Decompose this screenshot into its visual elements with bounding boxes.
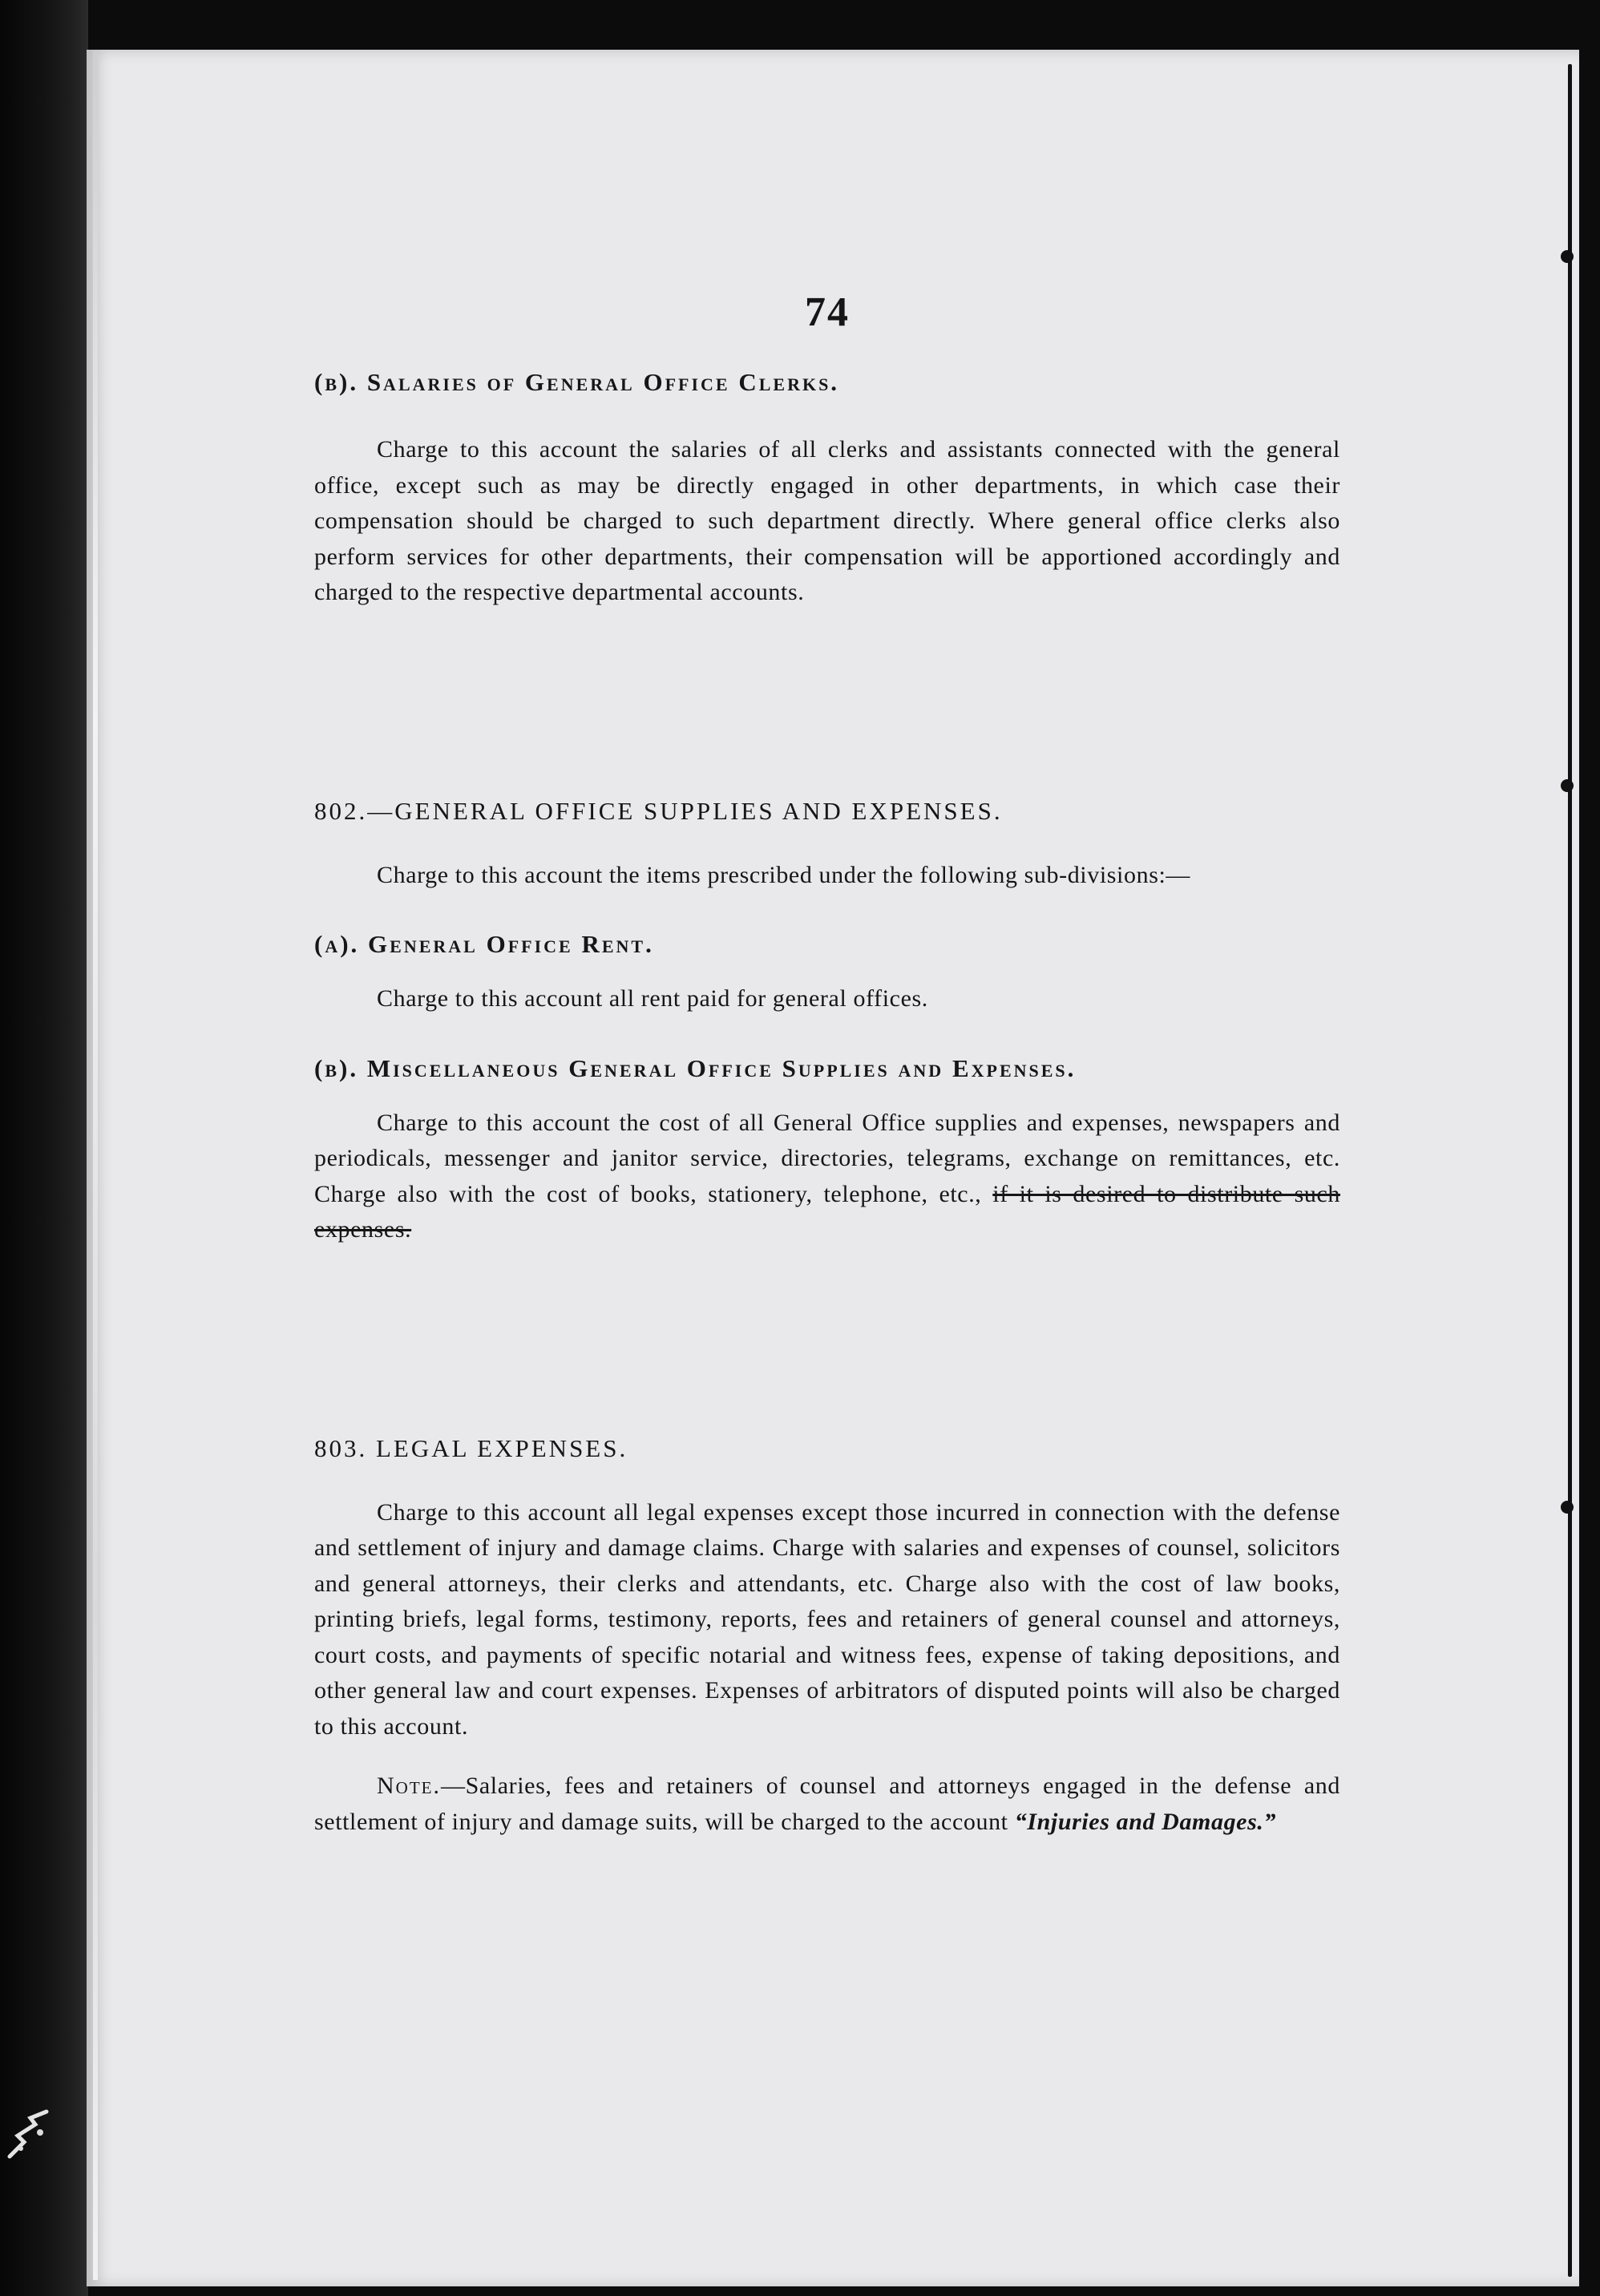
ink-smudge-mark	[0, 2100, 72, 2173]
paragraph-office-rent: Charge to this account all rent paid for general offices.	[377, 985, 928, 1012]
paragraph-802-intro: Charge to this account the items prescribed under the following sub-divisions:—	[377, 861, 1191, 888]
heading-802-office-supplies: 802.—GENERAL OFFICE SUPPLIES AND EXPENSES.	[314, 796, 1003, 825]
margin-rule-notch	[1561, 779, 1574, 792]
note-account-name: “Injuries and Damages.”	[1014, 1808, 1277, 1835]
margin-rule-notch	[1561, 1501, 1574, 1514]
note-label: Note.	[377, 1773, 441, 1799]
heading-misc-supplies: (b). Miscellaneous General Office Supplies and Expenses.	[314, 1053, 1077, 1082]
paragraph-note	[314, 1768, 1340, 1840]
paragraph-legal-expenses: Charge to this account all legal expenses except those incurred in connection with the defense and settlement of injury and damage claims. Charge with salaries and expenses of counsel, solicitors and general attorneys, their clerks and attendants, etc. Charge also with the cost of law books, printing briefs, legal forms, testimony, reports, fees and retainers of general counsel and attorneys, court costs, and payments of specific notarial and witness fees, expense of taking depositions, and other general law and court expenses. Expenses of arbitrators of disputed points will also be charged to this account.	[314, 1498, 1340, 1740]
margin-rule-notch	[1561, 250, 1574, 263]
page-content	[314, 289, 1340, 1840]
right-margin-rule	[1568, 64, 1572, 2277]
paragraph-misc-supplies	[314, 1106, 1340, 1248]
misc-supplies-text: Charge to this account the cost of all General Office supplies and expenses, newspapers and periodicals, messenger and janitor service, directories, telegrams, exchange on remittances, etc. Charge also with the cost of books, stationery, telephone, etc.,	[314, 1109, 1340, 1207]
book-binding	[0, 0, 88, 2296]
paragraph-salaries-clerks: Charge to this account the salaries of all clerks and assistants connected with the general office, except such as may be directly engaged in other departments, in which case their compensation should be charged to such department directly. Where general office clerks also perform services for other departments, their compensation will be apportioned accordingly and charged to the respective departmental accounts.	[314, 436, 1340, 605]
note-text: —Salaries, fees and retainers of counsel and attorneys engaged in the defense and settlement of injury and damage suits, will be charged to the account	[314, 1773, 1340, 1835]
heading-office-rent: (a). General Office Rent.	[314, 930, 654, 958]
page-number: 74	[805, 289, 850, 335]
struck-through-text: if it is desired to distribute such expenses.	[314, 1180, 1341, 1243]
heading-salaries-clerks: (b). Salaries of General Office Clerks.	[314, 368, 840, 396]
heading-803-legal-expenses: 803. LEGAL EXPENSES.	[314, 1433, 628, 1462]
page-edge	[93, 51, 98, 2280]
